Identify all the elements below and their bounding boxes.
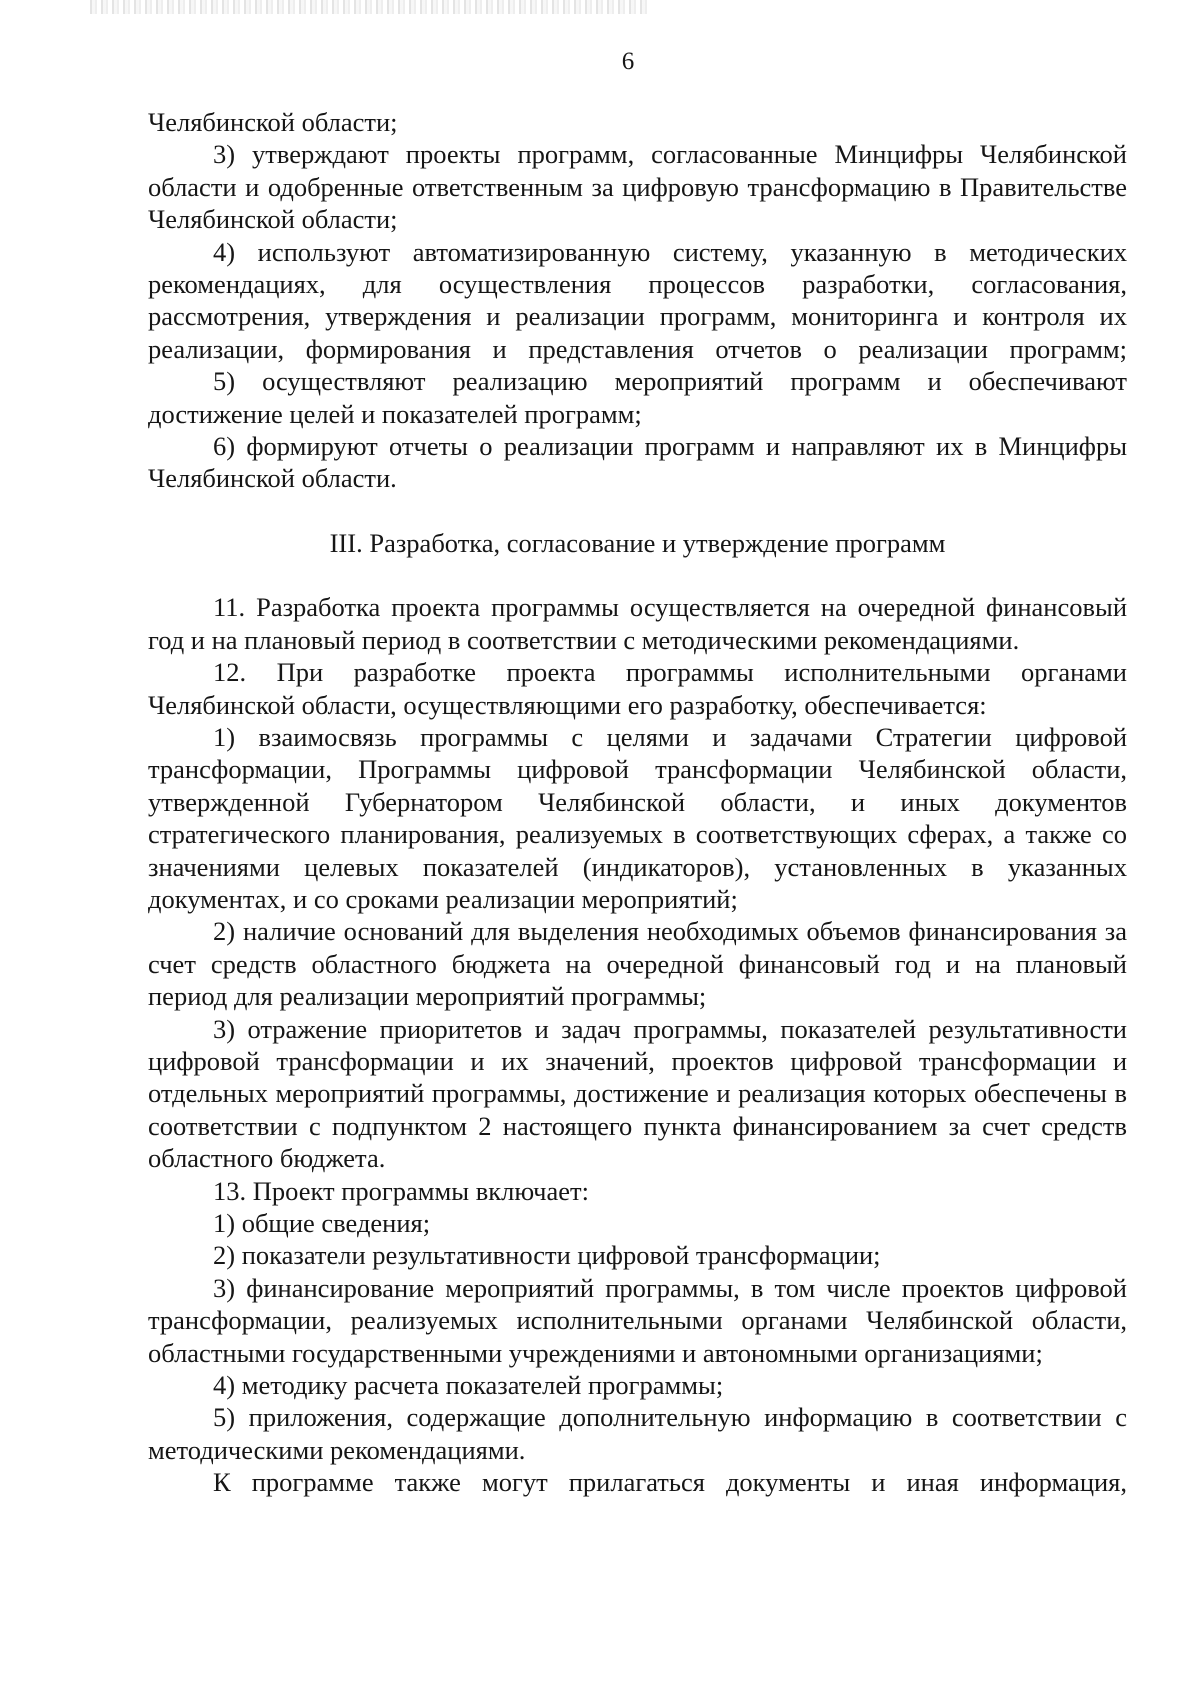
paragraph: 13. Проект программы включает: (213, 1175, 589, 1206)
document-body (148, 106, 1127, 1499)
paragraph: 2) показатели результативности цифровой трансформации; (213, 1240, 881, 1271)
paragraph: 3) финансирование мероприятий программы, в том числе проектов цифровой трансформации, реализуемых исполнительными органами Челябинской области, областными государственными учреждениями и автономными организациями; (148, 1272, 1127, 1368)
paragraph: 3) отражение приоритетов и задач программы, показателей результативности цифровой трансформации и их значений, проектов цифровой трансформации и отдельных мероприятий программы, достижение и реализация которых обеспечены в соответствии с подпунктом 2 настоящего пункта финансированием за счет средств областного бюджета. (148, 1013, 1127, 1174)
page-number: 6 (621, 48, 635, 75)
paragraph: 5) осуществляют реализацию мероприятий программ и обеспечивают достижение целей и показателей программ; (148, 366, 1127, 429)
paragraph: 5) приложения, содержащие дополнительную информацию в соответствии с методическими рекомендациями. (148, 1402, 1127, 1465)
paragraph: К программе также могут прилагаться документы и иная информация, (213, 1467, 1127, 1498)
paragraph: 6) формируют отчеты о реализации программ и направляют их в Минцифры Челябинской области. (148, 431, 1127, 494)
paragraph: 4) методику расчета показателей программы; (213, 1370, 724, 1401)
paragraph: 1) общие сведения; (213, 1208, 431, 1238)
paragraph: 12. При разработке проекта программы исполнительными органами Челябинской области, осуществляющими его разработку, обеспечивается: (148, 657, 1127, 720)
section-heading: III. Разработка, согласование и утверждение программ (329, 527, 946, 558)
paragraph: Челябинской области; (148, 107, 398, 137)
paragraph: 2) наличие оснований для выделения необходимых объемов финансирования за счет средств областного бюджета на очередной финансовый год и на плановый период для реализации мероприятий программы; (148, 916, 1127, 1012)
paragraph: 3) утверждают проекты программ, согласованные Минцифры Челябинской области и одобренные ответственным за цифровую трансформацию в Правительстве Челябинской области; (148, 139, 1127, 235)
paragraph: 4) используют автоматизированную систему, указанную в методических рекомендациях, для осуществления процессов разработки, согласования, рассмотрения, утверждения и реализации программ, мониторинга и контроля их реализации, формирования и представления отчетов о реализации программ; (148, 236, 1127, 364)
paragraph: 1) взаимосвязь программы с целями и задачами Стратегии цифровой трансформации, Программы цифровой трансформации Челябинской области, утвержденной Губернатором Челябинской области, и иных документов стратегического планирования, реализуемых в соответствующих сферах, а также со значениями целевых показателей (индикаторов), установленных в указанных документах, и со сроками реализации мероприятий; (148, 721, 1127, 914)
scan-artifact (90, 0, 650, 14)
paragraph: 11. Разработка проекта программы осуществляется на очередной финансовый год и на плановый период в соответствии с методическими рекомендациями. (148, 592, 1127, 655)
